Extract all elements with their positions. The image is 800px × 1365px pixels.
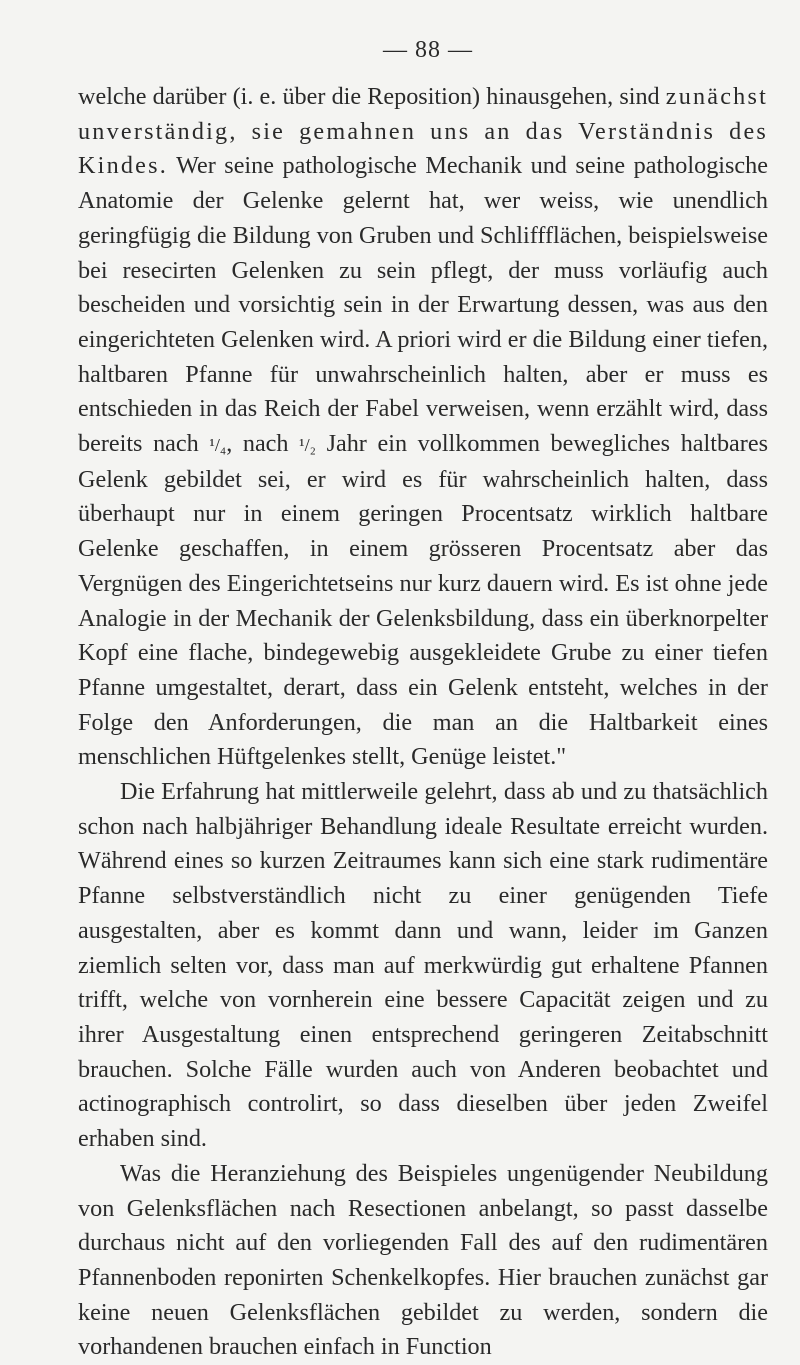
fraction-quarter: ¹/₄ [209, 435, 227, 456]
paragraph-1-opening: welche darüber (i. e. über die Reposition) hinausgehen, sind [78, 83, 660, 110]
paragraph-1-closing: Jahr ein vollkommen bewegliches haltbares Gelenk gebildet sei, er wird es für wahrscheinlich halten, dass überhaupt nur in einem geringen Procentsatz wirklich haltbare Gelenke geschaffen, in einem grösseren Procentsatz aber das Vergnügen des Eingerichtetseins nur kurz dauern wird. Es ist ohne jede Analogie in der Mechanik der Gelenksbildung, dass ein überknorpelter Kopf eine flache, bindegewebig ausgekleidete Grube zu einer tiefen Pfanne umgestaltet, derart, dass ein Gelenk entsteht, welches in der Folge den Anforderungen, die man an die Haltbarkeit eines menschlichen Hüftgelenkes stellt, Genüge leistet." [78, 430, 768, 771]
book-page [78, 34, 768, 1365]
paragraph-1-body: Wer seine pathologische Mechanik und seine pathologische Anatomie der Gelenke gelernt hat, wer weiss, wie unendlich geringfügig die Bildung von Gruben und Schliffflächen, beispielsweise bei resecirten Gelenken zu sein pflegt, der muss vorläufig auch bescheiden und vorsichtig sein in der Erwartung dessen, was aus den eingerichteten Gelenken wird. A priori wird er die Bildung einer tiefen, haltbaren Pfanne für unwahrscheinlich halten, aber er muss es entschieden in das Reich der Fabel verweisen, wenn erzählt wird, dass bereits nach [78, 152, 768, 458]
paragraph-1-connector: , nach [226, 430, 300, 458]
paragraph-1-spaced-emphasis: zunächst unverständig, sie gemahnen uns an das Verständnis des Kindes. [78, 83, 769, 180]
paragraph-3: Was die Heranziehung des Beispieles ungenügender Neubildung von Gelenksflächen nach Resectionen anbelangt, so passt dasselbe durchaus nicht auf den vorliegenden Fall des auf den rudimentären Pfannenboden reponirten Schenkelkopfes. Hier brauchen zunächst gar keine neuen Gelenksflächen gebildet zu werden, sondern die vorhandenen brauchen einfach in Function [78, 1159, 768, 1361]
paragraph-1 [78, 80, 768, 775]
paragraph-2: Die Erfahrung hat mittlerweile gelehrt, dass ab und zu thatsächlich schon nach halbjähriger Behandlung ideale Resultate erreicht wurden. Während eines so kurzen Zeitraumes kann sich eine stark rudimentäre Pfanne selbstverständlich nicht zu einer genügenden Tiefe ausgestalten, aber es kommt dann und wann, leider im Ganzen ziemlich selten vor, dass man auf merkwürdig gut erhaltene Pfannen trifft, welche von vornherein eine bessere Capacität zeigen und zu ihrer Ausgestaltung einen entsprechend geringeren Zeitabschnitt brauchen. Solche Fälle wurden auch von Anderen beobachtet und actinographisch controlirt, so dass dieselben über jeden Zweifel erhaben sind. [78, 778, 768, 1153]
page-number: — 88 — [383, 37, 473, 63]
fraction-half: ¹/₂ [299, 435, 316, 456]
